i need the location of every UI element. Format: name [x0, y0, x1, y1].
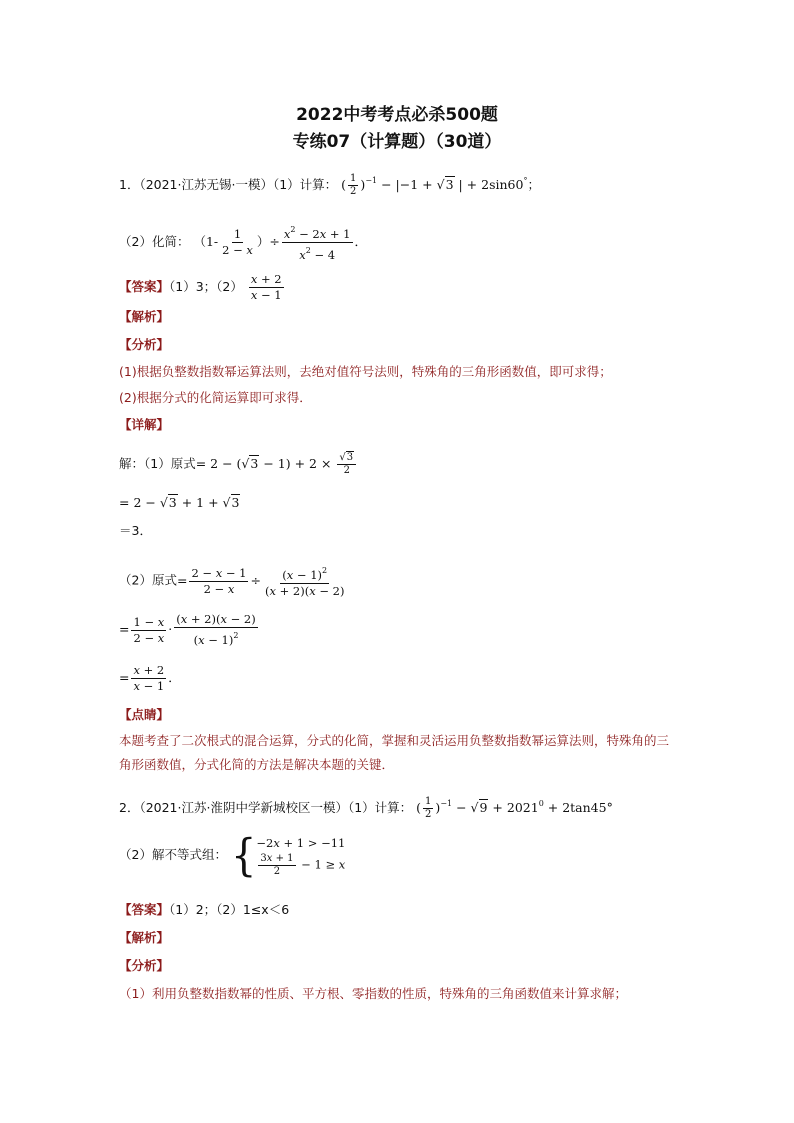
q1-part2: （2）化简： （1- $\frac{1}{2 - x}$ ）÷ $\frac{x^2 - 2x + 1}{x^2 - 4}$ ．	[119, 222, 367, 263]
q2-analysis-tag: 【解析】	[119, 930, 170, 945]
q1-solution-part2-step1: （2）原式= $\frac{2 - x - 1}{2 - x}$ ÷ $\frac{(x - 1)^2}{(x + 2)(x - 2)}$	[119, 563, 348, 599]
q2-part1	[119, 795, 613, 821]
q2-answer-tag: 【答案】	[119, 902, 170, 917]
q1-number: 1．	[119, 177, 140, 192]
q1-solution-step1: 解：（1）原式= 2 − (√3 − 1) + 2 × $\frac{√3}{2}$	[119, 452, 358, 477]
q1-fenxi-1: (1)根据负整数指数幂运算法则，去绝对值符号法则，特殊角的三角形函数值，即可求得；	[119, 364, 612, 379]
q2-part2-label: （2）解不等式组：	[119, 847, 227, 862]
q1-part2-expression: （1- $\frac{1}{2 - x}$ ）÷ $\frac{x^2 - 2x + 1}{x^2 - 4}$	[193, 234, 354, 249]
q1-fenxi-2: (2)根据分式的化简运算即可求得．	[119, 390, 312, 405]
q1-analysis-tag: 【解析】	[119, 309, 170, 324]
q1-sol-label: 解：（1）原式	[119, 456, 196, 471]
q2-answer	[119, 901, 289, 919]
q2-fenxi-1: （1）利用负整数指数幂的性质、平方根、零指数的性质，特殊角的三角函数值来计算求解；	[119, 986, 627, 1001]
q1-solution-step2: = 2 − √3 + 1 + √3	[119, 495, 240, 510]
q1-answer-text: （1）3；（2）	[169, 279, 243, 294]
q2-answer-text: （1）2；（2）1≤x＜6	[169, 902, 290, 917]
q1-part1: 1．（2021·江苏无锡·一模）（1）计算： ( $\frac{1}{2}$ )$^{-1}$ − |−1 + √3 | + 2sin60°；	[119, 173, 540, 197]
q1-answer	[119, 272, 286, 303]
q2-part1-expression: ( $\frac{1}{2}$ )$^{-1} - √9 + 2021^0 + 2\tan 45^\circ$	[416, 796, 613, 820]
q1-part2-label: （2）化简：	[119, 234, 190, 249]
q2-fenxi-tag: 【分析】	[119, 958, 170, 973]
q1-answer-fraction: $\frac{x + 2}{x - 1}$	[250, 272, 282, 302]
page-title: 2022中考考点必杀500题	[296, 105, 498, 125]
q1-part2-sol-label: （2）原式	[119, 572, 177, 588]
q1-solution-step3: ＝3．	[119, 523, 152, 538]
q2-part2: （2）解不等式组： { −2x + 1 > −11 $\frac{3x + 1}{2}$ − 1 ≥ x	[119, 830, 346, 881]
q1-dianjing-tag: 【点睛】	[119, 707, 170, 722]
page-subtitle: 专练07（计算题）（30道）	[292, 132, 502, 152]
q2-number: 2．	[119, 800, 140, 815]
q1-solution-part2-step2: = $\frac{1 - x}{2 - x}$ · $\frac{(x + 2)(x - 2)}{(x - 1)^2}$	[119, 612, 256, 647]
q1-source: （2021·江苏无锡·一模）	[139, 177, 273, 192]
q1-part1-label: （1）计算：	[272, 177, 338, 192]
q2-part1-label: （1）计算：	[347, 800, 413, 815]
q2-source: （2021·江苏·淮阴中学新城校区一模）	[139, 800, 348, 815]
q2-inequality-system: −2x + 1 > −11 $\frac{3x + 1}{2}$ − 1 ≥ x	[256, 836, 346, 877]
q1-fenxi-tag: 【分析】	[119, 337, 170, 352]
q1-solution-part2-step3: = $\frac{x + 2}{x - 1}$ ．	[119, 663, 181, 693]
q1-answer-tag: 【答案】	[119, 279, 170, 294]
q1-detail-tag: 【详解】	[119, 417, 170, 432]
q1-part1-expression: ( $\frac{1}{2}$ )$^{-1}$ − |−1 + √3 | + 2sin60°	[341, 173, 528, 197]
q1-dianjing-text: 本题考查了二次根式的混合运算，分式的化简，掌握和灵活运用负整数指数幂运算法则，特殊角的三角形函数值，分式化简的方法是解决本题的关键．	[119, 733, 670, 772]
